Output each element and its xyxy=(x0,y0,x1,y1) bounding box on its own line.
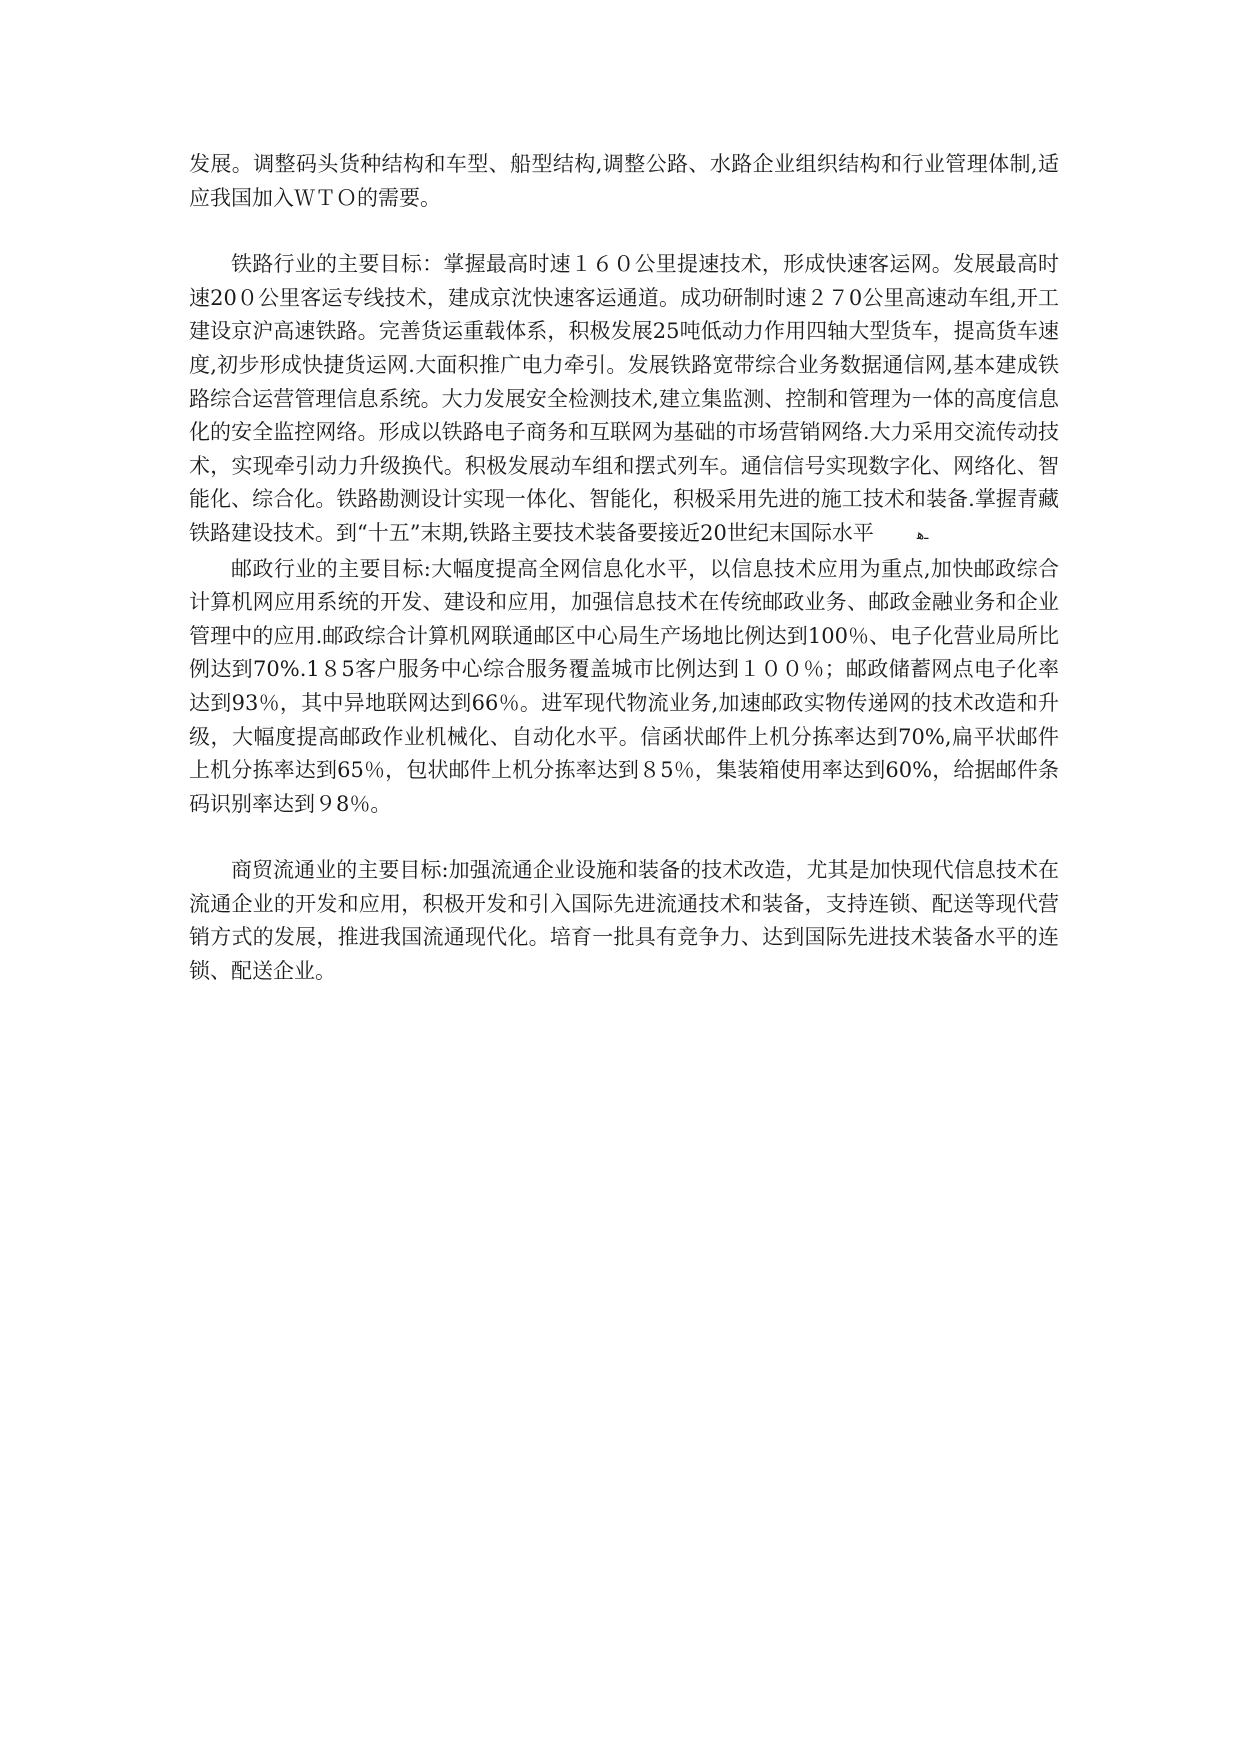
paragraph-railway xyxy=(189,248,1059,552)
document-body xyxy=(189,148,1059,989)
paragraph-postal: 邮政行业的主要目标:大幅度提高全网信息化水平，以信息技术应用为重点,加快邮政综合计算机网应用系统的开发、建设和应用，加强信息技术在传统邮政业务、邮政金融业务和企业管理中的应用.邮政综合计算机网联通邮区中心局生产场地比例达到100％、电子化营业局所比例达到70%.1８5客户服务中心综合服务覆盖城市比例达到１００％；邮政储蓄网点电子化率达到93％，其中异地联网达到66％。进军现代物流业务,加速邮政实物传递网的技术改造和升级，大幅度提高邮政作业机械化、自动化水平。信函状邮件上机分拣率达到70%,扁平状邮件上机分拣率达到65％，包状邮件上机分拣率达到８5％，集装箱使用率达到60%，给据邮件条码识别率达到９8％。 xyxy=(189,556,1059,816)
paragraph-commerce: 商贸流通业的主要目标:加强流通企业设施和装备的技术改造，尤其是加快现代信息技术在流通企业的开发和应用，积极开发和引入国际先进流通技术和装备，支持连锁、配送等现代营销方式的发展，推进我国流通现代化。培育一批具有竞争力、达到国际先进技术装备水平的连锁、配送企业。 xyxy=(189,858,1059,984)
paragraph-intro-continuation: 发展。调整码头货种结构和车型、船型结构,调整公路、水路企业组织结构和行业管理体制,适应我国加入ＷＴＯ的需要。 xyxy=(189,152,1059,210)
paragraph-end-mark: ـﻫ xyxy=(916,526,929,543)
paragraph-railway-text: 铁路行业的主要目标：掌握最高时速１６０公里提速技术，形成快速客运网。发展最高时速20０公里客运专线技术，建成京沈快速客运通道。成功研制时速２７0公里高速动车组,开工建设京沪高速铁路。完善货运重载体系，积极发展25吨低动力作用四轴大型货车，提高货车速度,初步形成快捷货运网.大面积推广电力牵引。发展铁路宽带综合业务数据通信网,基本建成铁路综合运营管理信息系统。大力发展安全检测技术,建立集监测、控制和管理为一体的高度信息化的安全监控网络。形成以铁路电子商务和互联网为基础的市场营销网络.大力采用交流传动技术，实现牵引动力升级换代。积极发展动车组和摆式列车。通信信号实现数字化、网络化、智能化、综合化。铁路勘测设计实现一体化、智能化，积极采用先进的施工技术和装备.掌握青藏铁路建设技术。到“十五”末期,铁路主要技术装备要接近20世纪末国际水平 xyxy=(189,252,1059,545)
